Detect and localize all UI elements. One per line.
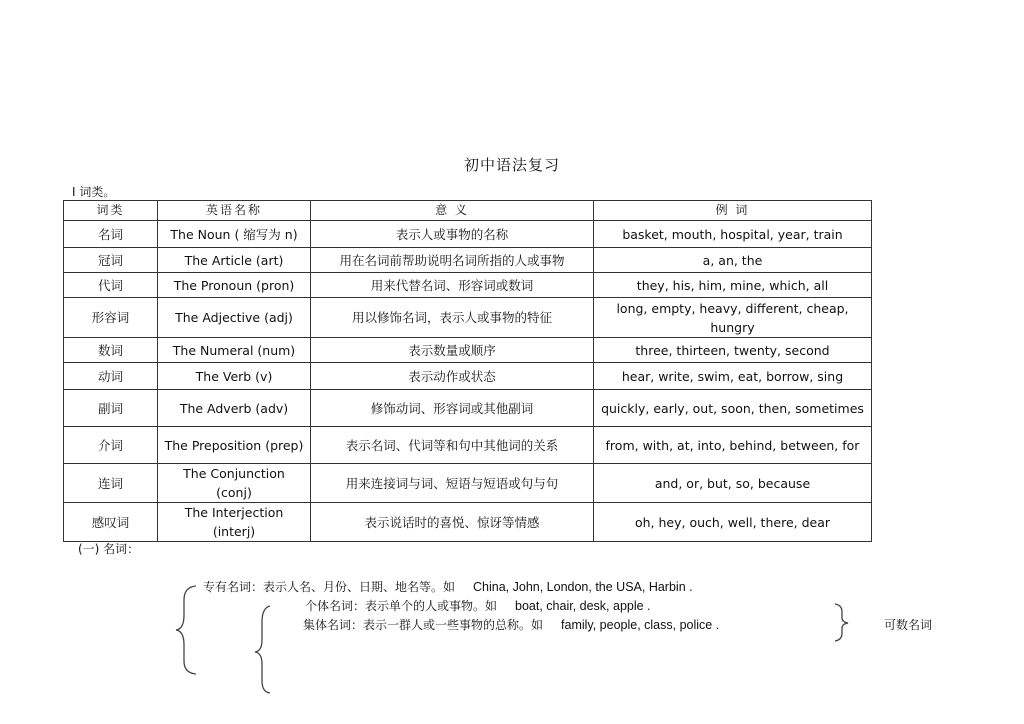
table-cell: 表示名词、代词等和句中其他词的关系 xyxy=(311,427,594,464)
table-cell: 用以修饰名词，表示人或事物的特征 xyxy=(311,298,594,338)
table-header-cell: 词类 xyxy=(64,201,158,221)
individual-noun-line xyxy=(305,597,651,614)
table-cell: The Adverb (adv) xyxy=(158,390,311,427)
table-cell: quickly, early, out, soon, then, sometimes xyxy=(594,390,872,427)
collective-noun-label: 集体名词：表示一群人或一些事物的总称。如 xyxy=(303,618,544,632)
table-cell: The Article (art) xyxy=(158,248,311,273)
table-cell: 用来连接词与词、短语与短语或句与句 xyxy=(311,464,594,503)
section-heading: I 词类。 xyxy=(72,185,116,199)
table-cell: hear, write, swim, eat, borrow, sing xyxy=(594,363,872,390)
proper-noun-label: 专有名词：表示人名、月份、日期、地名等。如 xyxy=(203,580,456,594)
table-cell: and, or, but, so, because xyxy=(594,464,872,503)
outer-left-brace-icon xyxy=(176,586,196,674)
table-cell: 冠词 xyxy=(64,248,158,273)
table-cell: The Numeral (num) xyxy=(158,338,311,363)
proper-noun-line xyxy=(203,578,693,595)
table-cell: they, his, him, mine, which, all xyxy=(594,273,872,298)
table-cell: 代词 xyxy=(64,273,158,298)
table-cell: 用来代替名词、形容词或数词 xyxy=(311,273,594,298)
table-cell: 表示说话时的喜悦、惊讶等情感 xyxy=(311,503,594,542)
table-cell: 名词 xyxy=(64,221,158,248)
individual-noun-examples: boat, chair, desk, apple . xyxy=(515,599,651,613)
table-cell: 副词 xyxy=(64,390,158,427)
table-cell: oh, hey, ouch, well, there, dear xyxy=(594,503,872,542)
collective-noun-examples: family, people, class, police . xyxy=(561,618,720,632)
table-header-cell: 例 词 xyxy=(594,201,872,221)
table-cell: 表示动作或状态 xyxy=(311,363,594,390)
table-cell: 介词 xyxy=(64,427,158,464)
table-cell: 表示数量或顺序 xyxy=(311,338,594,363)
table-cell: The Conjunction (conj) xyxy=(158,464,311,503)
table-cell: 表示人或事物的名称 xyxy=(311,221,594,248)
proper-noun-examples: China, John, London, the USA, Harbin . xyxy=(473,580,693,594)
table-cell: 用在名词前帮助说明名词所指的人或事物 xyxy=(311,248,594,273)
table-header-cell: 意 义 xyxy=(311,201,594,221)
table-cell: The Pronoun (pron) xyxy=(158,273,311,298)
table-cell: 形容词 xyxy=(64,298,158,338)
table-cell: long, empty, heavy, different, cheap, hungry xyxy=(594,298,872,338)
countable-noun-note: 可数名词 xyxy=(884,618,933,632)
table-cell: 动词 xyxy=(64,363,158,390)
table-cell: from, with, at, into, behind, between, for xyxy=(594,427,872,464)
table-cell: 感叹词 xyxy=(64,503,158,542)
individual-noun-label: 个体名词：表示单个的人或事物。如 xyxy=(305,599,498,613)
collective-noun-line xyxy=(303,616,719,633)
inner-left-brace-icon xyxy=(255,606,270,693)
table-cell: 数词 xyxy=(64,338,158,363)
subsection-heading: (一) 名词： xyxy=(78,542,140,556)
table-cell: 连词 xyxy=(64,464,158,503)
table-cell: three, thirteen, twenty, second xyxy=(594,338,872,363)
table-cell: The Adjective (adj) xyxy=(158,298,311,338)
right-brace-icon xyxy=(835,604,848,641)
table-cell: basket, mouth, hospital, year, train xyxy=(594,221,872,248)
page-title: 初中语法复习 xyxy=(463,156,560,174)
table-cell: a, an, the xyxy=(594,248,872,273)
table-cell: The Verb (v) xyxy=(158,363,311,390)
table-cell: The Preposition (prep) xyxy=(158,427,311,464)
table-cell: The Noun ( 缩写为 n) xyxy=(158,221,311,248)
table-cell: 修饰动词、形容词或其他副词 xyxy=(311,390,594,427)
table-cell: The Interjection (interj) xyxy=(158,503,311,542)
table-header-cell: 英语名称 xyxy=(158,201,311,221)
